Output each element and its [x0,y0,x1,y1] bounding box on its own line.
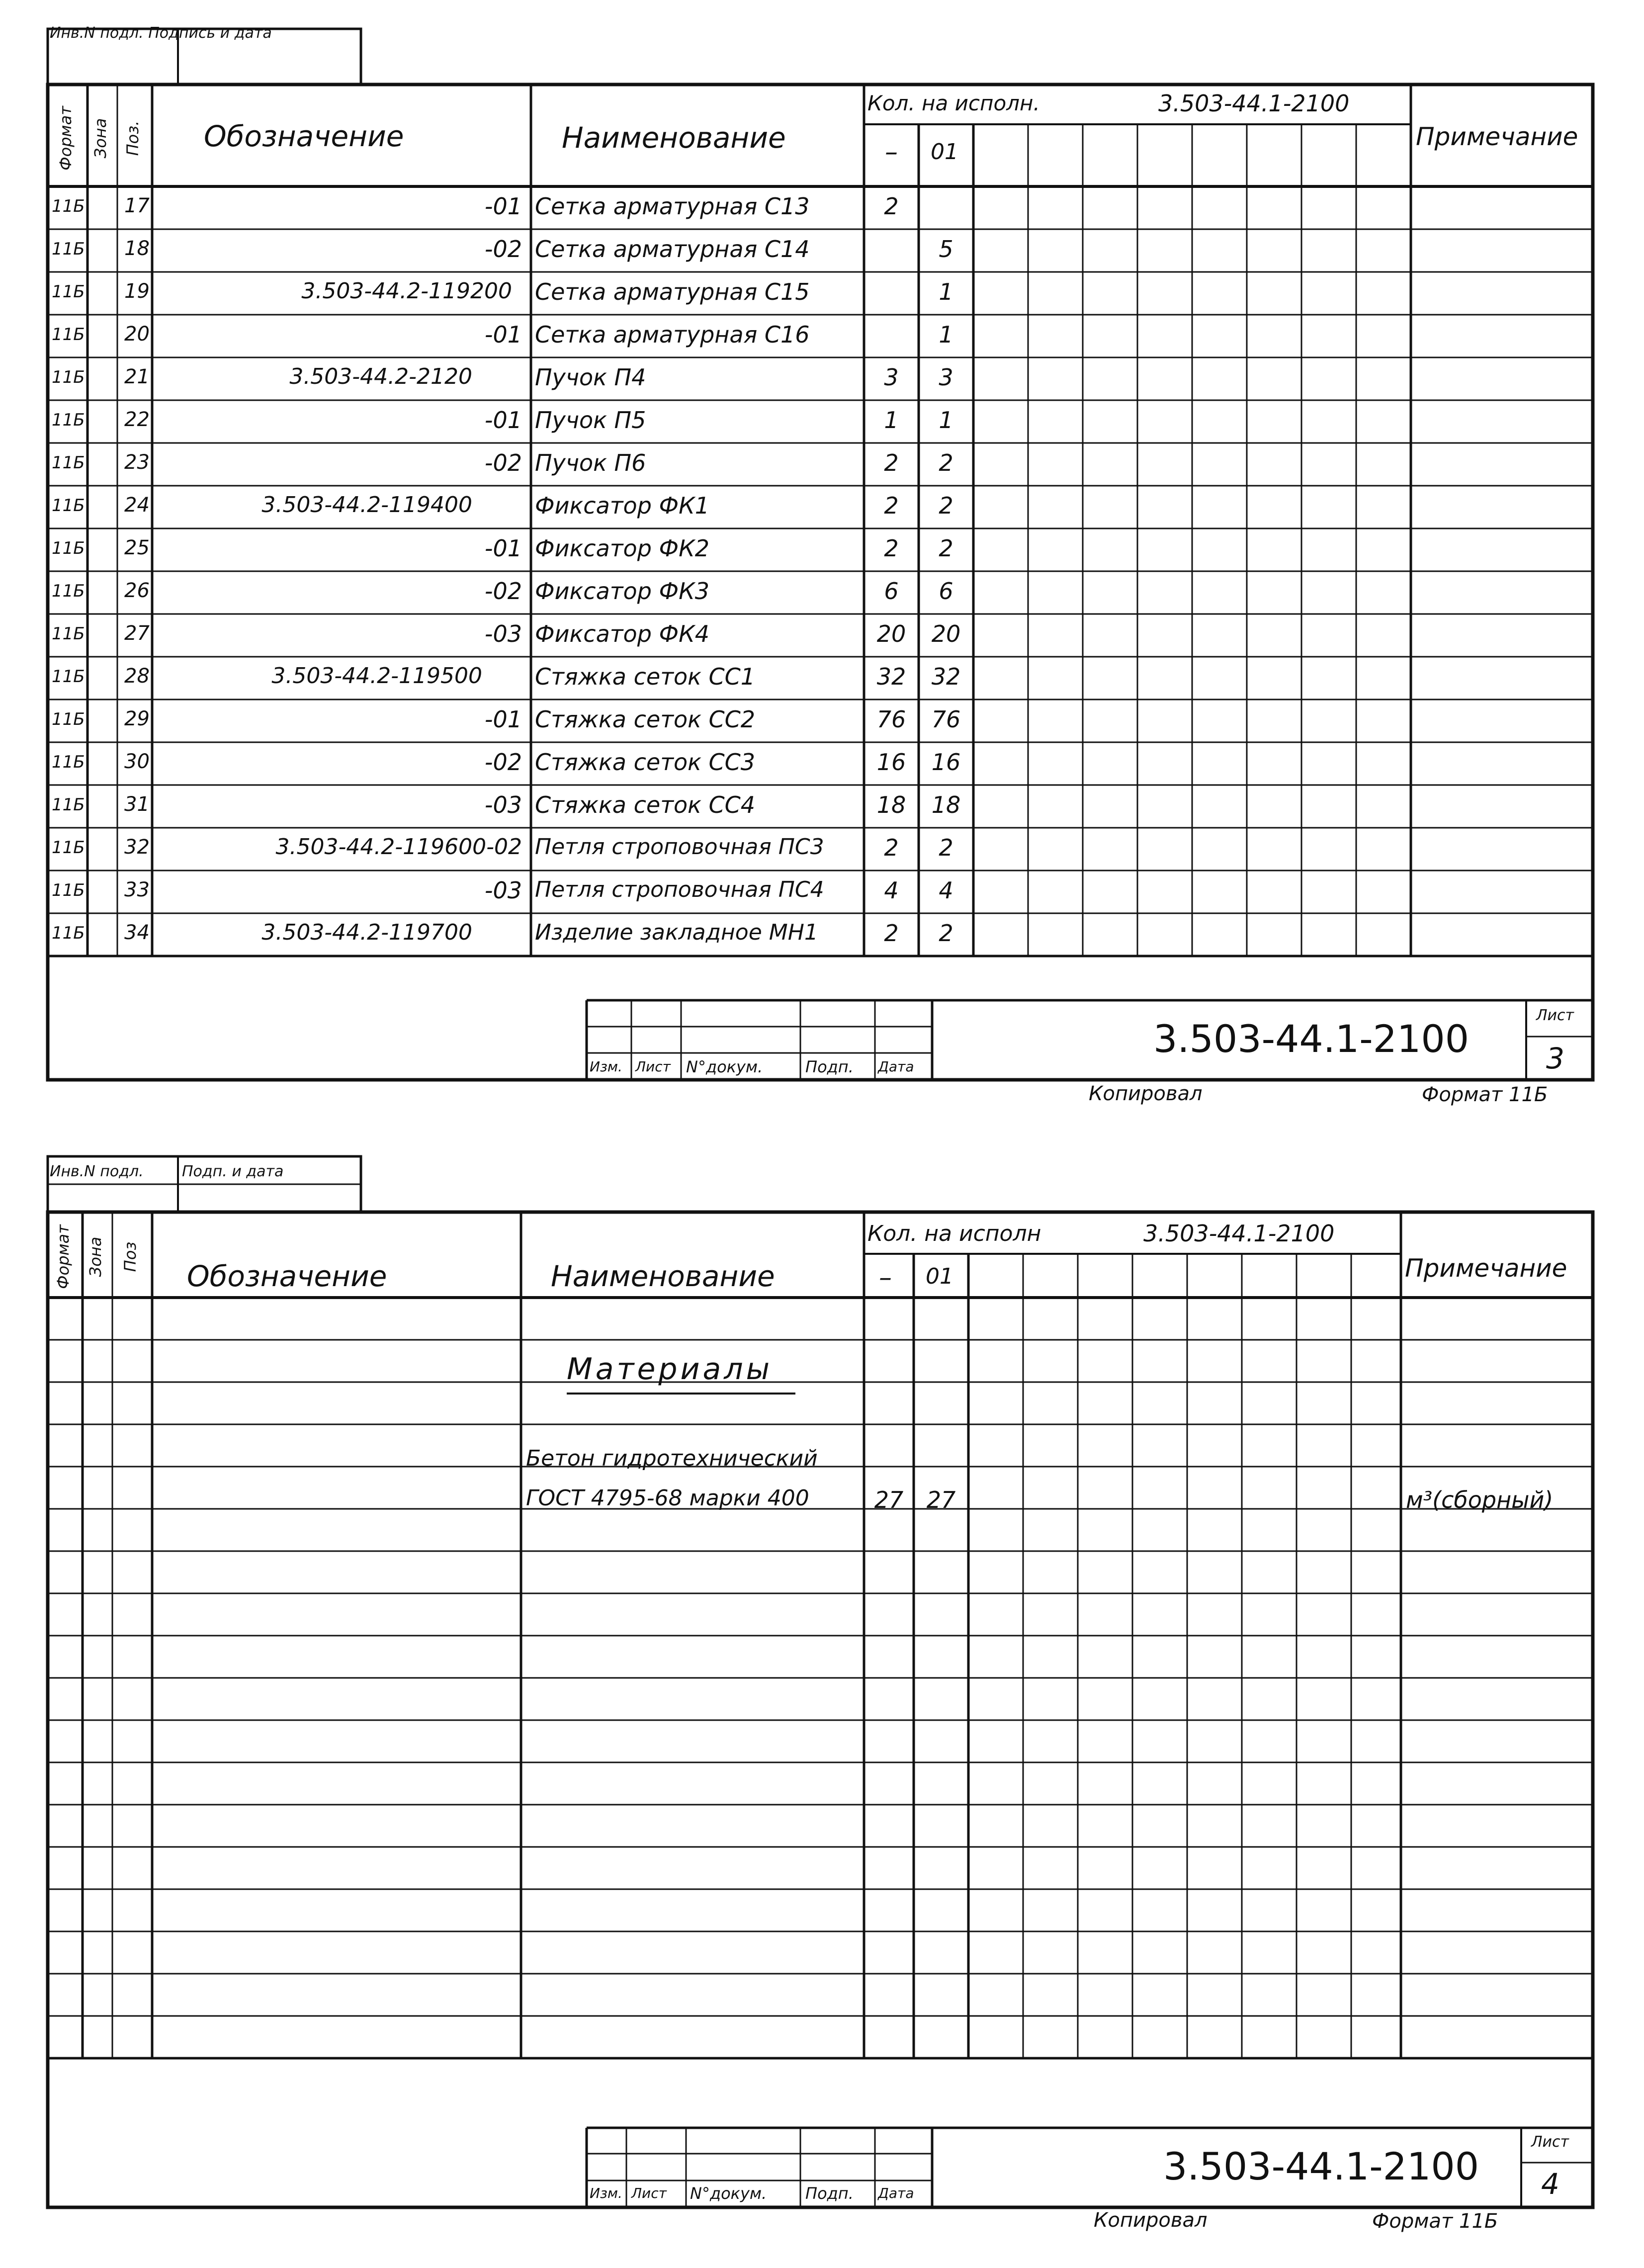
row-name: Пучок П4 [535,364,646,391]
sheet-number: 4 [1541,2167,1559,2201]
row-name: Стяжка сеток СС1 [535,663,756,690]
col-version-01: 01 [926,1264,953,1289]
row-name: Фиксатор ФК1 [535,492,710,519]
row-qty-01: 18 [931,791,961,818]
row-position: 34 [124,921,150,944]
row-name: Петля строповочная ПС3 [535,834,824,860]
stamp-list-label: Лист [631,2185,667,2201]
row-name: Пучок П6 [535,449,646,476]
stamp-list-label: Лист [635,1058,671,1075]
row-name: Фиксатор ФК3 [535,578,710,605]
row-designation: 3.503-44.2-119500 [271,663,482,689]
row-designation: 3.503-44.2-119400 [261,492,472,518]
row-format: 11Б [52,923,85,943]
material-qty-base: 27 [874,1486,904,1513]
col-version-01: 01 [931,139,958,165]
row-designation: -01 [484,321,522,348]
row-name: Стяжка сеток СС2 [535,706,756,733]
row-position: 29 [124,707,150,730]
col-note-header: Примечание [1416,122,1578,151]
row-format: 11Б [52,581,85,601]
col-document-code: 3.503-44.1-2100 [1158,90,1350,117]
row-qty-base: 16 [876,749,906,776]
row-position: 26 [124,579,150,602]
row-qty-01: 2 [939,920,953,947]
row-qty-base: 3 [884,364,899,391]
row-name: Пучок П5 [535,407,646,434]
row-format: 11Б [52,496,85,516]
stamp-docnum-label: N°докум. [686,1057,763,1076]
row-qty-base: 2 [884,535,899,562]
col-zone-header: Зона [86,1236,105,1277]
copied-by-label: Копировал [1089,1082,1203,1105]
row-format: 11Б [52,367,85,387]
row-designation: -01 [484,706,522,733]
col-note-header: Примечание [1405,1254,1567,1283]
section-heading-materials: Материалы [567,1352,773,1387]
row-format: 11Б [52,752,85,772]
copied-by-label: Копировал [1094,2209,1208,2232]
material-qty-01: 27 [926,1486,956,1513]
row-position: 32 [124,836,150,859]
row-qty-01: 6 [939,578,953,605]
sheet-label: Лист [1531,2133,1569,2151]
row-position: 20 [124,323,150,346]
row-name: Сетка арматурная С13 [535,193,810,220]
row-name: Фиксатор ФК4 [535,620,710,647]
stamp-date-label: Дата [878,2185,914,2201]
row-qty-01: 2 [939,449,953,476]
col-pos-header: Поз [121,1241,140,1272]
row-designation: 3.503-44.2-119700 [261,920,472,945]
row-format: 11Б [52,282,85,302]
row-designation: -03 [484,620,522,647]
col-qty-header: Кол. на исполн [867,1221,1041,1246]
row-qty-01: 3 [939,364,953,391]
row-position: 25 [124,536,150,559]
row-qty-01: 4 [939,877,953,904]
col-zone-header: Зона [91,118,110,159]
format-label: Формат 11Б [1372,2210,1498,2233]
row-designation: 3.503-44.2-119600-02 [275,834,522,860]
row-name: Сетка арматурная С14 [535,236,810,262]
row-qty-base: 18 [876,791,906,818]
row-qty-01: 76 [931,706,961,733]
row-position: 31 [124,793,150,816]
sheet-number: 3 [1546,1042,1564,1075]
stamp-sign-date-label: Подп. и дата [182,1163,284,1180]
row-designation: -02 [484,749,522,776]
row-qty-01: 1 [939,321,953,348]
sheet-4-grid [0,1138,1644,2232]
col-pos-header: Поз. [123,120,142,156]
col-document-code: 3.503-44.1-2100 [1143,1220,1335,1247]
row-format: 11Б [52,838,85,858]
row-name: Стяжка сеток СС3 [535,749,756,776]
material-note: м³(сборный) [1406,1486,1554,1513]
stamp-inventory-label: Инв.N подл. Подпись и дата [50,24,272,42]
row-designation: -02 [484,236,522,262]
row-position: 23 [124,451,150,474]
col-name-header: Наименование [551,1259,775,1293]
document-code: 3.503-44.1-2100 [1153,1017,1470,1061]
row-qty-base: 32 [876,663,906,690]
row-format: 11Б [52,709,85,729]
row-name: Стяжка сеток СС4 [535,791,756,818]
sheet-label: Лист [1536,1007,1574,1024]
row-qty-base: 20 [876,620,906,647]
row-name: Петля строповочная ПС4 [535,877,824,902]
row-format: 11Б [52,239,85,259]
material-name-line-1: Бетон гидротехнический [526,1446,818,1471]
row-name: Сетка арматурная С16 [535,321,810,348]
row-qty-base: 2 [884,920,899,947]
row-position: 21 [124,365,150,388]
row-position: 18 [124,237,150,260]
row-qty-01: 16 [931,749,961,776]
row-designation: -02 [484,449,522,476]
col-base-version: – [879,1263,892,1293]
row-qty-01: 1 [939,278,953,305]
row-qty-01: 1 [939,407,953,434]
row-position: 27 [124,622,150,645]
col-designation-header: Обозначение [187,1259,387,1293]
row-qty-01: 2 [939,492,953,519]
row-qty-01: 32 [931,663,961,690]
row-position: 33 [124,878,150,901]
row-format: 11Б [52,453,85,473]
row-designation: 3.503-44.2-119200 [301,278,512,304]
row-position: 30 [124,750,150,773]
row-qty-base: 4 [884,877,899,904]
stamp-izm-label: Изм. [590,1058,622,1075]
row-format: 11Б [52,667,85,687]
row-format: 11Б [52,880,85,900]
row-qty-01: 2 [939,834,953,861]
stamp-inventory-label: Инв.N подл. [50,1163,144,1180]
row-qty-base: 2 [884,492,899,519]
row-qty-01: 5 [939,236,953,262]
row-designation: -03 [484,791,522,818]
row-designation: -02 [484,578,522,605]
row-designation: -01 [484,407,522,434]
row-format: 11Б [52,624,85,644]
spec-sheet-3 [0,0,1644,1106]
row-position: 22 [124,408,150,431]
row-designation: -03 [484,877,522,904]
row-qty-base: 2 [884,193,899,220]
row-format: 11Б [52,795,85,815]
row-position: 28 [124,665,150,688]
col-format-header: Формат [56,106,75,171]
row-designation: 3.503-44.2-2120 [289,364,472,389]
row-qty-base: 1 [884,407,899,434]
row-format: 11Б [52,196,85,216]
stamp-izm-label: Изм. [590,2185,622,2201]
col-format-header: Формат [54,1224,73,1289]
row-designation: -01 [484,193,522,220]
row-format: 11Б [52,410,85,430]
stamp-sign-label: Подп. [805,2184,854,2203]
col-qty-header: Кол. на исполн. [867,91,1040,115]
stamp-docnum-label: N°докум. [690,2184,767,2203]
row-name: Сетка арматурная С15 [535,278,810,305]
row-qty-base: 6 [884,578,899,605]
row-qty-01: 20 [931,620,961,647]
row-name: Изделие закладное МН1 [535,920,818,945]
document-code: 3.503-44.1-2100 [1163,2144,1479,2188]
spec-sheet-4 [0,1138,1644,2232]
row-qty-base: 2 [884,834,899,861]
row-position: 17 [124,194,150,217]
stamp-sign-label: Подп. [805,1057,854,1076]
row-qty-base: 76 [876,706,906,733]
row-position: 24 [124,494,150,517]
format-label: Формат 11Б [1422,1083,1548,1106]
material-name-line-2: ГОСТ 4795-68 марки 400 [526,1485,809,1511]
col-designation-header: Обозначение [204,119,404,153]
row-qty-base: 2 [884,449,899,476]
stamp-date-label: Дата [878,1058,914,1075]
row-format: 11Б [52,538,85,558]
col-base-version: – [885,137,898,167]
row-designation: -01 [484,535,522,562]
col-name-header: Наименование [562,121,786,155]
row-qty-01: 2 [939,535,953,562]
row-format: 11Б [52,325,85,345]
row-name: Фиксатор ФК2 [535,535,710,562]
row-position: 19 [124,280,150,303]
